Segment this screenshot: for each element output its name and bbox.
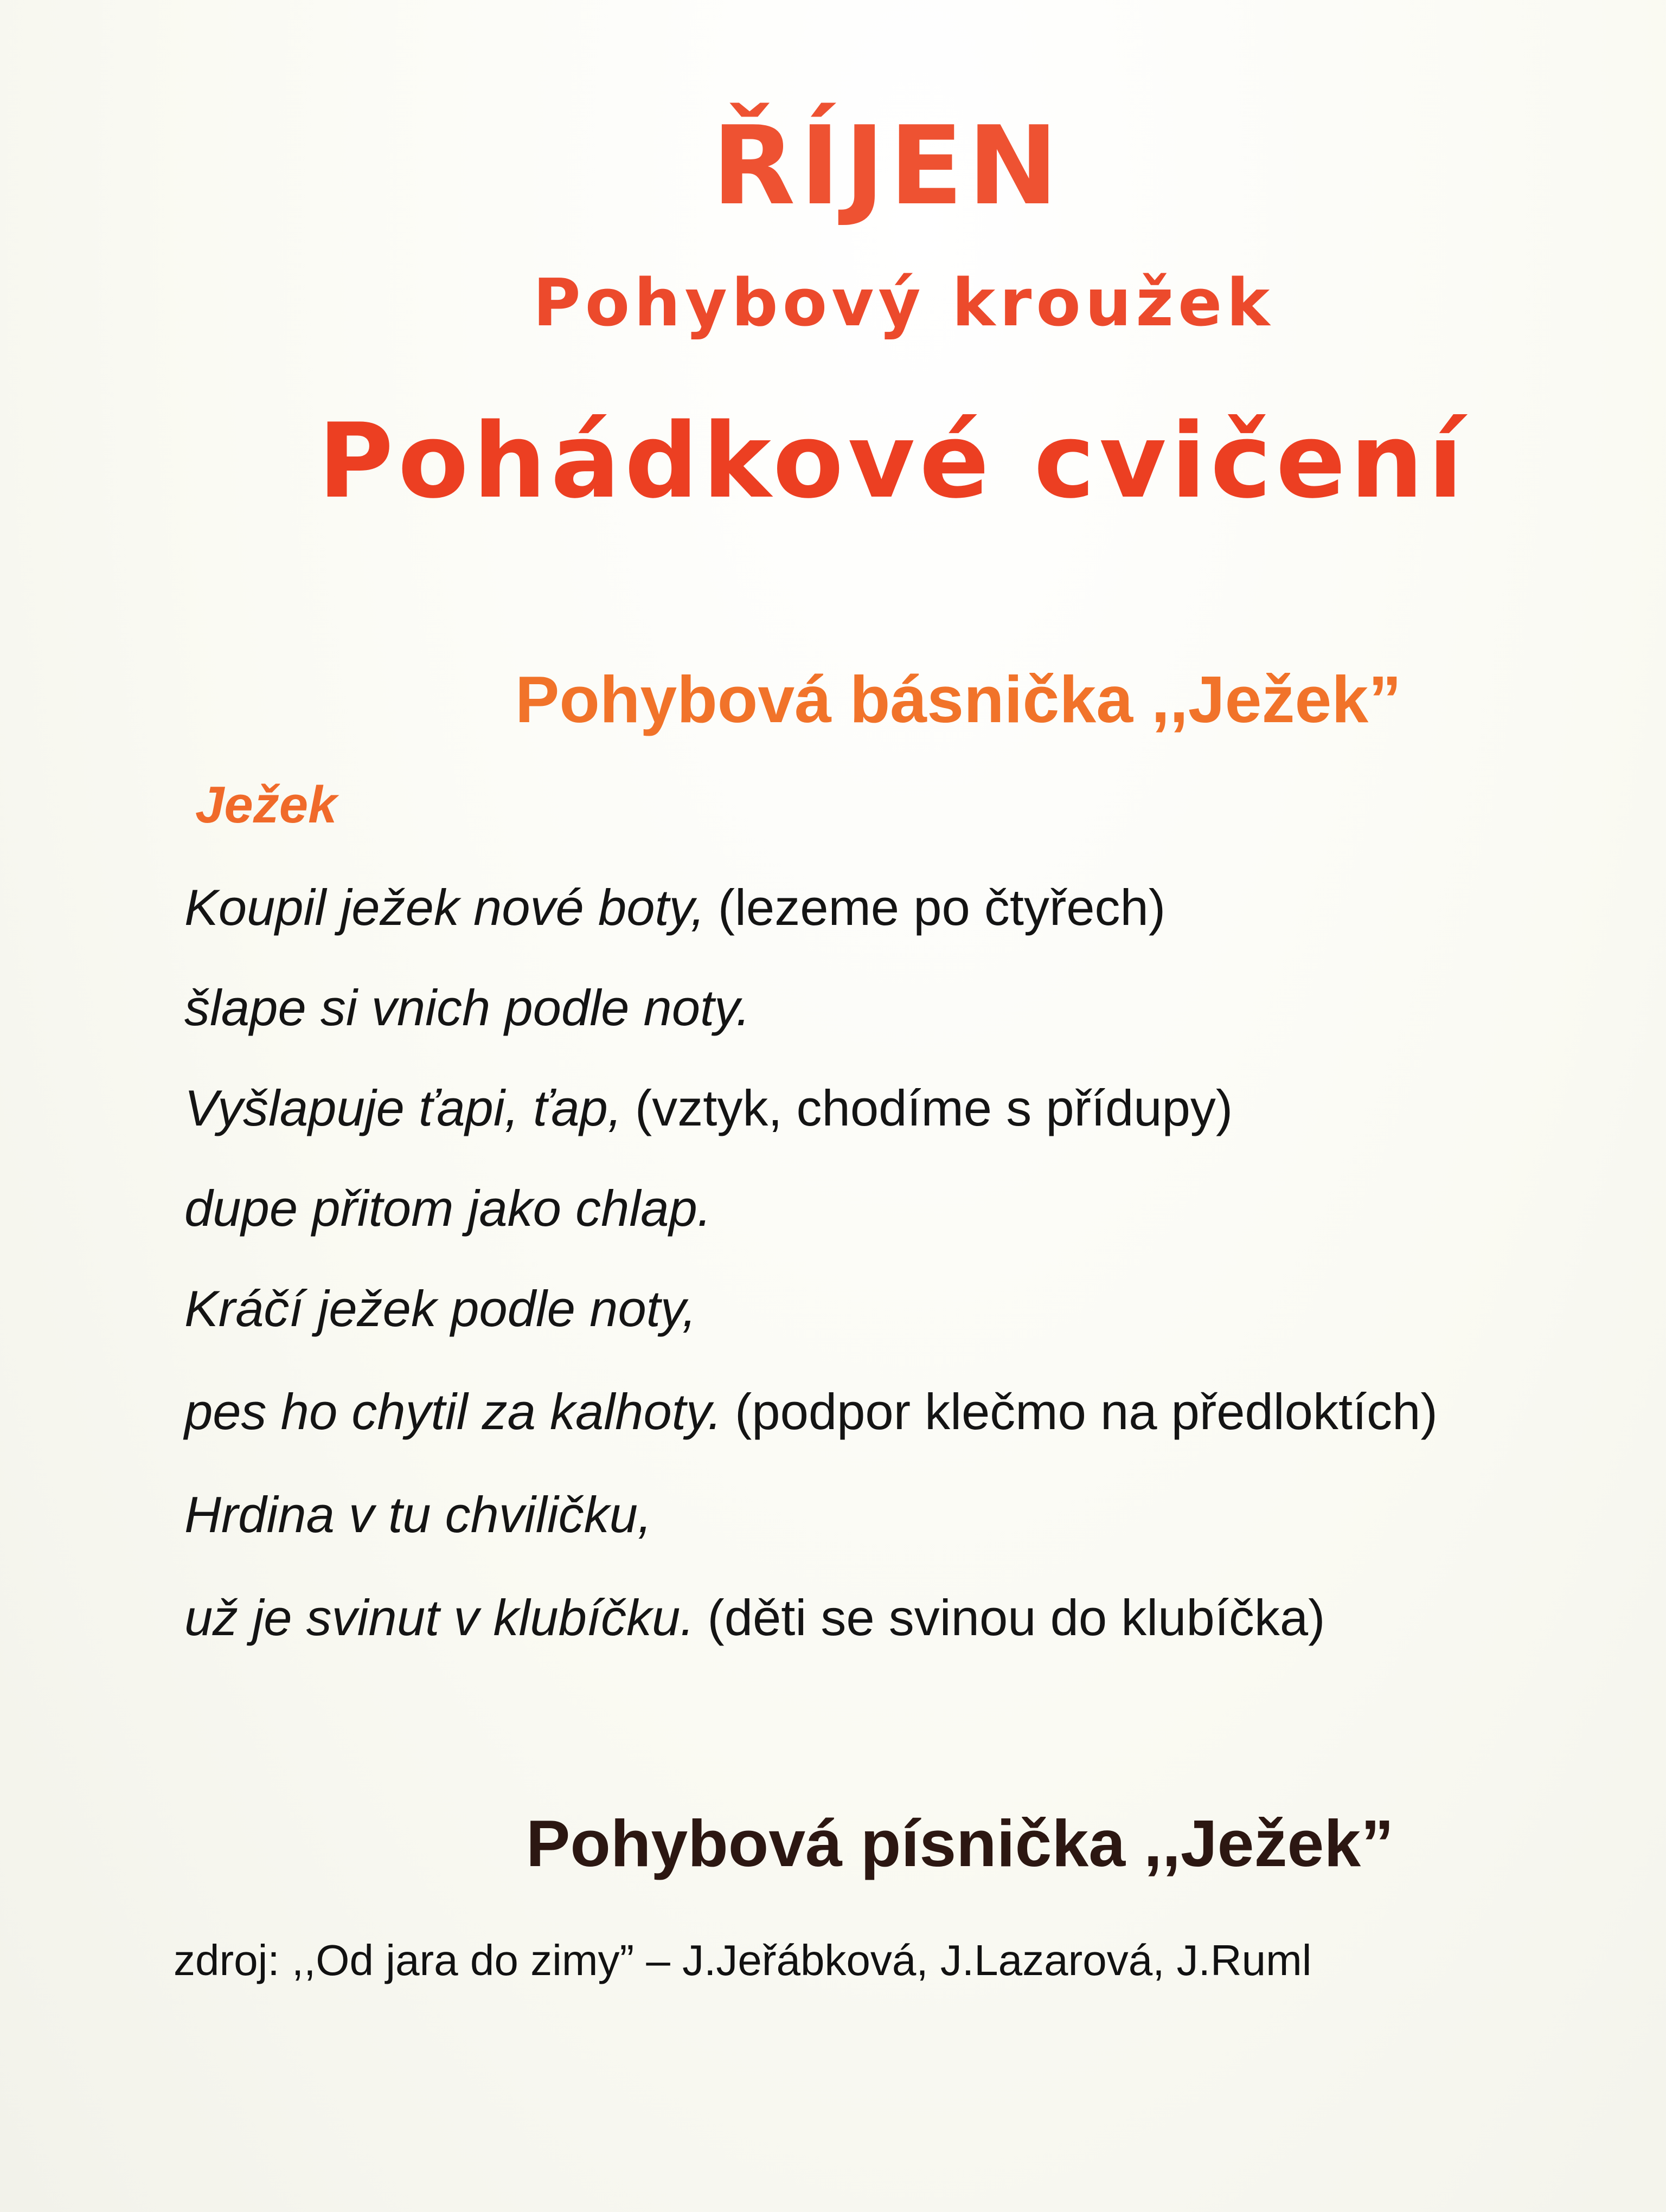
rhyme-heading: Pohybová básnička ,,Ježek” [515,663,1402,736]
verse-note: (děti se svinou do klubíčka) [707,1589,1325,1646]
verse-text: Koupil ježek nové boty, [184,879,705,936]
verse-note: (podpor klečmo na předloktích) [735,1383,1438,1440]
club-title: Pohybový kroužek [533,266,1274,341]
verse-text: šlape si vnich podle noty. [184,979,751,1036]
verse-line [184,1179,725,1238]
verse-line [184,1279,709,1338]
verse-note: (lezeme po čtyřech) [717,879,1166,936]
verse-line [184,1079,1233,1137]
verse-text: pes ho chytil za kalhoty. [184,1383,722,1440]
verse-text: Hrdina v tu chviličku, [184,1486,652,1543]
verse-line [184,1589,1325,1647]
verse-text: Kráčí ježek podle noty, [184,1280,696,1337]
verse-note: (vztyk, chodíme s přídupy) [635,1079,1233,1136]
program-title: Pohádkové cvičení [318,401,1468,521]
source-citation: zdroj: ,,Od jara do zimy” – J.Jeřábková, J.Lazarová, J.Ruml [174,1936,1312,1984]
verse-line [184,979,763,1037]
verse-text: už je svinut v klubíčku. [184,1589,695,1646]
verse-text: dupe přitom jako chlap. [184,1180,712,1237]
verse-line [184,1486,665,1544]
verse-line [184,1382,1438,1441]
month-title: ŘÍJEN [712,103,1063,229]
verse-text: Vyšlapuje ťapi, ťap, [184,1079,622,1136]
song-heading: Pohybová písnička ,,Ježek” [526,1806,1394,1880]
verse-line [184,878,1165,937]
rhyme-title: Ježek [195,776,337,834]
